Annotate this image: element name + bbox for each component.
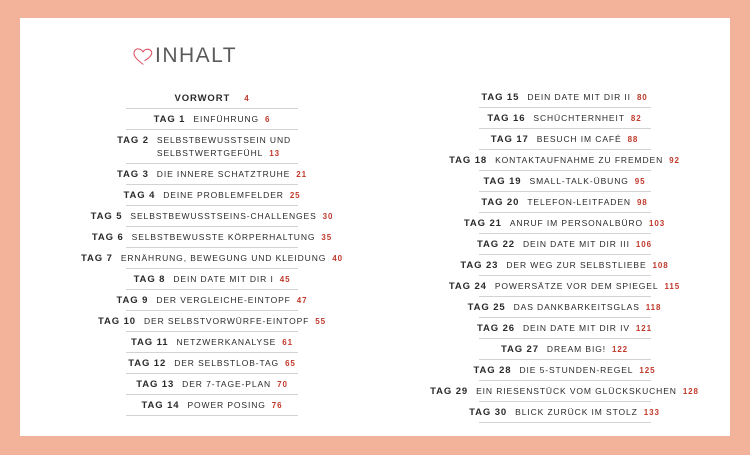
toc-entry-page: 95 xyxy=(634,177,646,186)
toc-entry-label: TAG 15 xyxy=(481,92,520,103)
toc-entry-title: DREAM BIG! xyxy=(546,344,606,354)
toc-entry-page: 70 xyxy=(277,380,288,389)
toc-entry-text xyxy=(144,315,326,328)
toc-entry-text xyxy=(163,189,300,202)
toc-entry[interactable] xyxy=(72,353,352,373)
toc-entry-text xyxy=(157,134,307,160)
toc-entry-title: DER SELBSTVORWÜRFE-EINTOPF xyxy=(144,316,310,326)
toc-entry-text xyxy=(174,357,296,370)
toc-entry-page: 40 xyxy=(332,254,343,263)
toc-entry-label: TAG 13 xyxy=(136,379,175,390)
toc-entry[interactable] xyxy=(72,130,352,163)
toc-entry[interactable] xyxy=(417,360,712,380)
toc-entry-text xyxy=(130,210,333,223)
toc-entry-page: 133 xyxy=(643,408,660,417)
toc-entry-title: DEIN DATE MIT DIR IV xyxy=(522,323,630,333)
toc-entry-label: TAG 5 xyxy=(90,211,123,222)
toc-entry-page: 25 xyxy=(289,191,301,200)
toc-entry[interactable] xyxy=(72,109,352,129)
toc-entry[interactable] xyxy=(72,227,352,247)
toc-entry-page: 122 xyxy=(611,345,629,354)
toc-entry-title: DER SELBSTLOB-TAG xyxy=(174,358,280,368)
toc-entry-text xyxy=(132,231,332,244)
toc-entry-text xyxy=(530,175,646,188)
toc-entry-title: SCHÜCHTERNHEIT xyxy=(533,113,625,123)
toc-entry-title: BLICK ZURÜCK IM STOLZ xyxy=(515,407,638,417)
toc-entry-title: KONTAKTAUFNAHME ZU FREMDEN xyxy=(495,155,664,165)
toc-entry[interactable] xyxy=(417,339,712,359)
toc-entry-text xyxy=(176,336,292,349)
toc-entry-page: 103 xyxy=(649,219,666,228)
toc-entry-text xyxy=(533,112,641,125)
toc-entry-text xyxy=(515,406,660,419)
toc-entry[interactable] xyxy=(417,192,712,212)
toc-entry-title: DEIN DATE MIT DIR III xyxy=(523,239,630,249)
toc-entry-label: TAG 3 xyxy=(117,169,149,180)
toc-entry-label: TAG 19 xyxy=(483,176,522,187)
toc-entry-title: TELEFON-LEITFADEN xyxy=(527,197,631,207)
toc-entry-title: DER 7-TAGE-PLAN xyxy=(182,379,272,389)
toc-entry-title: NETZWERKANALYSE xyxy=(176,337,277,347)
toc-entry-page: 80 xyxy=(636,93,648,102)
toc-entry-label: TAG 6 xyxy=(91,232,124,243)
toc-entry[interactable] xyxy=(72,332,352,352)
toc-entry-label: TAG 29 xyxy=(430,386,469,397)
toc-entry[interactable] xyxy=(417,234,712,254)
toc-entry-title: SELBSTBEWUSSTSEINS-CHALLENGES xyxy=(130,211,317,221)
toc-entry-title: ERNÄHRUNG, BEWEGUNG UND KLEIDUNG xyxy=(120,253,327,263)
toc-divider xyxy=(479,422,651,423)
toc-entry-label: TAG 2 xyxy=(117,135,149,146)
toc-entry-text xyxy=(173,273,290,286)
toc-entry-title: EIN RIESENSTÜCK VOM GLÜCKSKUCHEN xyxy=(476,386,677,396)
toc-entry[interactable] xyxy=(417,297,712,317)
toc-entry-page: 30 xyxy=(322,212,334,221)
toc-entry-label: TAG 14 xyxy=(141,400,180,411)
toc-entry-title: ANRUF IM PERSONALBÜRO xyxy=(509,218,644,228)
toc-entry-text xyxy=(537,133,639,146)
toc-entry[interactable] xyxy=(72,206,352,226)
toc-entry-title: POWERSÄTZE VOR DEM SPIEGEL xyxy=(494,281,659,291)
toc-entry-title: DEIN DATE MIT DIR II xyxy=(527,92,631,102)
toc-entry-page: 82 xyxy=(630,114,642,123)
toc-entry-text xyxy=(193,113,270,126)
toc-entry-page: 13 xyxy=(269,149,280,158)
toc-entry-page: 4 xyxy=(244,94,250,103)
toc-entry-text xyxy=(523,238,652,251)
toc-entry-label: TAG 12 xyxy=(128,358,167,369)
toc-entry[interactable] xyxy=(417,381,712,401)
toc-entry[interactable] xyxy=(417,276,712,296)
toc-entry-text xyxy=(156,294,307,307)
toc-entry-page: 125 xyxy=(639,366,656,375)
toc-entry[interactable] xyxy=(72,374,352,394)
toc-entry-page: 45 xyxy=(279,275,291,284)
toc-entry-text xyxy=(547,343,628,356)
toc-entry-label: TAG 30 xyxy=(469,407,508,418)
toc-entry-page: 88 xyxy=(627,135,639,144)
toc-entry-text xyxy=(506,259,668,272)
toc-title: INHALT xyxy=(155,44,238,67)
toc-entry[interactable] xyxy=(72,164,352,184)
toc-entry-label: TAG 21 xyxy=(463,218,502,229)
toc-entry-page: 55 xyxy=(315,317,326,326)
toc-entry-page: 128 xyxy=(682,387,699,396)
book-page xyxy=(20,18,730,436)
toc-entry[interactable] xyxy=(417,150,712,170)
toc-entry-label: TAG 27 xyxy=(500,344,539,355)
toc-entry[interactable] xyxy=(72,290,352,310)
toc-entry-title: BESUCH IM CAFÉ xyxy=(536,134,622,144)
toc-entry-title: SELBSTBEWUSSTSEIN UND SELBSTWERTGEFÜHL xyxy=(156,135,292,158)
toc-entry-text xyxy=(495,154,680,167)
toc-entry-label: TAG 28 xyxy=(473,365,512,376)
toc-entry-text xyxy=(238,92,249,105)
toc-entry-page: 47 xyxy=(296,296,308,305)
toc-entry-text xyxy=(519,364,655,377)
toc-entry-label: TAG 20 xyxy=(481,197,520,208)
toc-entry[interactable] xyxy=(72,311,352,331)
toc-entry[interactable] xyxy=(72,248,352,268)
toc-entry[interactable] xyxy=(72,269,352,289)
toc-entry-text xyxy=(523,322,652,335)
toc-entry-text xyxy=(121,252,343,265)
toc-entry-text xyxy=(182,378,288,391)
toc-entry[interactable] xyxy=(417,108,712,128)
heart-outline-icon xyxy=(132,45,154,67)
toc-entry-title: DEIN DATE MIT DIR I xyxy=(173,274,274,284)
toc-entry-title: DIE 5-STUNDEN-REGEL xyxy=(519,365,634,375)
toc-entry-label: TAG 9 xyxy=(116,295,149,306)
toc-entry-label: TAG 8 xyxy=(133,274,166,285)
toc-entry-title: EINFÜHRUNG xyxy=(193,114,260,124)
toc-entry-label: TAG 7 xyxy=(81,253,113,264)
toc-entry-text xyxy=(514,301,662,314)
toc-entry-label: TAG 11 xyxy=(131,337,169,348)
toc-entry-title: POWER POSING xyxy=(187,400,266,410)
toc-divider xyxy=(126,415,298,416)
toc-entry[interactable] xyxy=(417,87,712,107)
toc-entry[interactable] xyxy=(417,402,712,422)
toc-entry-label: TAG 25 xyxy=(467,302,506,313)
toc-heading xyxy=(132,44,237,68)
toc-entry-title: DAS DANKBARKEITSGLAS xyxy=(513,302,640,312)
toc-entry-title: DER VERGLEICHE-EINTOPF xyxy=(156,295,291,305)
toc-entry-text xyxy=(527,91,647,104)
toc-entry-title: SELBSTBEWUSSTE KÖRPERHALTUNG xyxy=(131,232,316,242)
toc-entry-text xyxy=(510,217,665,230)
toc-entry-text xyxy=(187,399,282,412)
toc-entry-title: DER WEG ZUR SELBSTLIEBE xyxy=(506,260,647,270)
toc-entry-label: TAG 26 xyxy=(477,323,515,334)
toc-entry-text xyxy=(157,168,307,181)
toc-entry-page: 65 xyxy=(285,359,296,368)
toc-entry-text xyxy=(495,280,680,293)
toc-entry-title: DEINE PROBLEMFELDER xyxy=(163,190,284,200)
toc-entry-page: 21 xyxy=(296,170,307,179)
toc-entry-text xyxy=(476,385,699,398)
toc-entry-page: 92 xyxy=(669,156,680,165)
toc-entry-page: 115 xyxy=(664,282,681,291)
toc-entry-label: TAG 4 xyxy=(123,190,156,201)
toc-entry-page: 121 xyxy=(635,324,652,333)
toc-entry[interactable] xyxy=(417,255,712,275)
toc-entry[interactable] xyxy=(72,88,352,108)
toc-entry-title: DIE INNERE SCHATZTRUHE xyxy=(156,169,291,179)
toc-entry-page: 6 xyxy=(265,115,271,124)
toc-entry-label: TAG 24 xyxy=(448,281,487,292)
toc-entry-title: SMALL-TALK-ÜBUNG xyxy=(529,176,629,186)
toc-entry-label: TAG 23 xyxy=(460,260,499,271)
toc-entry-label: TAG 1 xyxy=(153,114,186,125)
toc-entry-page: 98 xyxy=(636,198,648,207)
toc-entry-label: TAG 16 xyxy=(487,113,526,124)
toc-entry-page: 61 xyxy=(282,338,293,347)
toc-entry-page: 108 xyxy=(652,261,669,270)
toc-right-column xyxy=(417,87,712,423)
toc-entry-text xyxy=(527,196,647,209)
toc-entry[interactable] xyxy=(417,171,712,191)
toc-entry-label: VORWORT xyxy=(174,93,231,104)
toc-entry[interactable] xyxy=(417,213,712,233)
toc-entry-label: TAG 17 xyxy=(490,134,529,145)
toc-entry[interactable] xyxy=(72,395,352,415)
toc-entry-page: 118 xyxy=(645,303,662,312)
toc-entry-label: TAG 18 xyxy=(449,155,488,166)
toc-entry[interactable] xyxy=(72,185,352,205)
toc-entry-label: TAG 22 xyxy=(477,239,515,250)
toc-entry-label: TAG 10 xyxy=(98,316,136,327)
toc-left-column xyxy=(72,88,352,416)
toc-entry-page: 76 xyxy=(271,401,283,410)
toc-entry-page: 35 xyxy=(321,233,333,242)
toc-entry[interactable] xyxy=(417,129,712,149)
toc-entry-page: 106 xyxy=(635,240,652,249)
toc-entry[interactable] xyxy=(417,318,712,338)
